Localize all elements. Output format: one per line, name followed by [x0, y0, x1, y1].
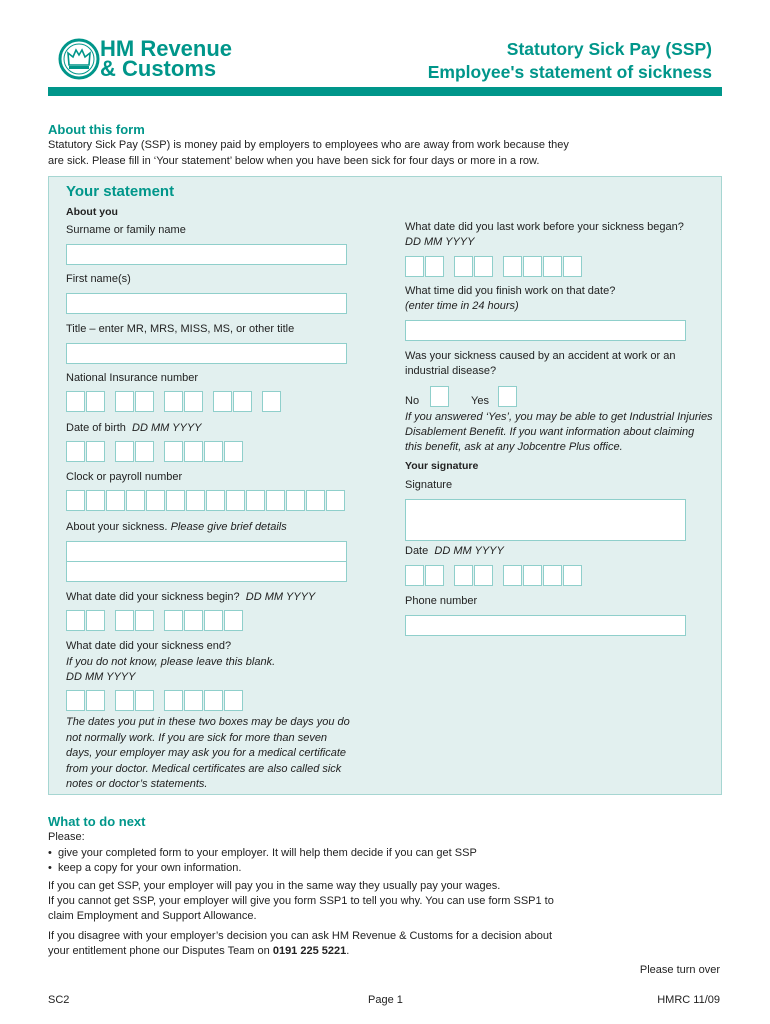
payroll-box[interactable]: [326, 490, 345, 511]
first-names-input[interactable]: [66, 293, 347, 314]
next-heading: What to do next: [48, 814, 146, 829]
sickness-hint: Please give brief details: [170, 521, 287, 533]
ni-box[interactable]: [164, 391, 183, 412]
ni-box[interactable]: [135, 391, 154, 412]
begin-format: DD MM YYYY: [245, 591, 316, 603]
begin-text: What date did your sickness begin?: [66, 591, 240, 603]
last-work-date-box[interactable]: [563, 256, 582, 277]
ni-box[interactable]: [66, 391, 85, 412]
next-p1-1: If you can get SSP, your employer will pay you in the same way they usually pay your wages.: [48, 880, 501, 892]
finish-time-label: What time did you finish work on that date?: [405, 285, 616, 297]
end-date-box[interactable]: [86, 690, 105, 711]
end-label: What date did your sickness end?: [66, 640, 232, 652]
crown-icon: [58, 38, 102, 82]
finish-time-input[interactable]: [405, 320, 686, 341]
signature-label: Signature: [405, 479, 453, 491]
dob-box[interactable]: [115, 441, 134, 462]
dob-box[interactable]: [224, 441, 243, 462]
footer-code: SC2: [48, 994, 70, 1006]
org-name-2: & Customs: [100, 56, 217, 81]
begin-date-box[interactable]: [184, 610, 203, 631]
end-date-box[interactable]: [164, 690, 183, 711]
begin-date-box[interactable]: [204, 610, 223, 631]
no-label: No: [405, 395, 420, 407]
next-p2-2: your entitlement phone our Disputes Team on 0191 225 5221.: [48, 945, 350, 957]
yes-note-line: this benefit, ask at any Jobcentre Plus office.: [405, 441, 623, 453]
payroll-box[interactable]: [206, 490, 225, 511]
about-heading: About this form: [48, 122, 145, 137]
date-note-line: from your doctor. Medical certificates are also called sick: [66, 762, 342, 775]
turn-over: Please turn over: [639, 964, 720, 976]
payroll-box[interactable]: [286, 490, 305, 511]
end-date-box[interactable]: [135, 690, 154, 711]
yes-note-line: Disablement Benefit. If you want information about claiming: [405, 426, 695, 438]
next-p2-1: If you disagree with your employer’s decision you can ask HM Revenue & Customs for a decision about: [48, 930, 553, 942]
signature-date-box[interactable]: [563, 565, 582, 586]
header-divider: [48, 87, 722, 96]
disputes-phone: 0191 225 5221: [272, 945, 347, 957]
payroll-box[interactable]: [266, 490, 285, 511]
next-bullet-2: • keep a copy for your own information.: [48, 862, 242, 874]
payroll-box[interactable]: [126, 490, 145, 511]
end-date-box[interactable]: [66, 690, 85, 711]
signature-input[interactable]: [405, 499, 686, 541]
last-work-date-box[interactable]: [543, 256, 562, 277]
ni-box[interactable]: [115, 391, 134, 412]
date-format: DD MM YYYY: [434, 545, 504, 557]
footer-page: Page 1: [368, 994, 403, 1006]
dob-box[interactable]: [184, 441, 203, 462]
dob-label: [66, 421, 202, 436]
yes-note-line: If you answered ‘Yes’, you may be able to get Industrial Injuries: [405, 411, 713, 423]
date-note-line: days, your employer may ask you for a medical certificate: [66, 747, 347, 759]
payroll-box[interactable]: [226, 490, 245, 511]
accident-label-2: industrial disease?: [405, 365, 497, 377]
last-work-date-box[interactable]: [523, 256, 542, 277]
signature-date-box[interactable]: [425, 565, 444, 586]
statement-heading: Your statement: [66, 183, 175, 200]
last-work-date-box[interactable]: [425, 256, 444, 277]
about-text-2: are sick. Please fill in ‘Your statement’ below when you have been sick for four days or more in a row.: [48, 155, 540, 167]
payroll-box[interactable]: [306, 490, 325, 511]
signature-heading: Your signature: [405, 460, 479, 472]
title-label: Title – enter MR, MRS, MISS, MS, or other title: [66, 323, 295, 335]
hmrc-logo: [58, 36, 233, 82]
signature-date-box[interactable]: [503, 565, 522, 586]
bullet-text: keep a copy for your own information.: [57, 862, 242, 874]
payroll-box[interactable]: [86, 490, 105, 511]
finish-time-hint: (enter time in 24 hours): [405, 300, 519, 312]
no-checkbox[interactable]: [430, 386, 449, 407]
payroll-box[interactable]: [106, 490, 125, 511]
next-please: Please:: [48, 831, 85, 843]
last-work-date-box[interactable]: [454, 256, 473, 277]
surname-input[interactable]: [66, 244, 347, 265]
date-note-line: not normally work. If you are sick for more than seven: [66, 731, 328, 744]
about-text-1: Statutory Sick Pay (SSP) is money paid by employers to employees who are away from work because they: [48, 139, 569, 151]
p2-text: your entitlement phone our Disputes Team on: [48, 945, 273, 957]
signature-date-box[interactable]: [454, 565, 473, 586]
end-date-box[interactable]: [204, 690, 223, 711]
sickness-label: [66, 520, 287, 535]
title-input[interactable]: [66, 343, 347, 364]
date-note-line: The dates you put in these two boxes may be days you do: [66, 716, 350, 728]
payroll-box[interactable]: [186, 490, 205, 511]
last-work-date-box[interactable]: [405, 256, 424, 277]
last-work-date-box[interactable]: [474, 256, 493, 277]
signature-date-box[interactable]: [474, 565, 493, 586]
payroll-box[interactable]: [166, 490, 185, 511]
payroll-box[interactable]: [246, 490, 265, 511]
form-subtitle: Employee's statement of sickness: [427, 62, 712, 82]
dob-box[interactable]: [164, 441, 183, 462]
last-work-format: DD MM YYYY: [405, 236, 475, 248]
ni-box[interactable]: [86, 391, 105, 412]
end-date-box[interactable]: [184, 690, 203, 711]
next-p1-3: claim Employment and Support Allowance.: [48, 910, 257, 922]
end-date-box[interactable]: [115, 690, 134, 711]
ni-box[interactable]: [213, 391, 232, 412]
begin-date-box[interactable]: [115, 610, 134, 631]
dob-box[interactable]: [66, 441, 85, 462]
begin-date-box[interactable]: [66, 610, 85, 631]
signature-date-box[interactable]: [523, 565, 542, 586]
dob-box[interactable]: [204, 441, 223, 462]
sickness-text: About your sickness.: [66, 521, 168, 533]
last-work-label: What date did you last work before your sickness began?: [405, 221, 684, 233]
phone-input[interactable]: [405, 615, 686, 636]
date-note-line: notes or doctor’s statements.: [66, 778, 208, 790]
begin-label: [66, 590, 315, 605]
begin-date-box[interactable]: [86, 610, 105, 631]
last-work-date-box[interactable]: [503, 256, 522, 277]
begin-date-box[interactable]: [224, 610, 243, 631]
ni-label: National Insurance number: [66, 372, 199, 384]
footer-version: HMRC 11/09: [657, 994, 720, 1006]
begin-date-box[interactable]: [164, 610, 183, 631]
dob-box[interactable]: [135, 441, 154, 462]
payroll-box[interactable]: [146, 490, 165, 511]
end-date-box[interactable]: [224, 690, 243, 711]
yes-checkbox[interactable]: [498, 386, 517, 407]
accident-label-1: Was your sickness caused by an accident at work or an: [405, 350, 676, 362]
dob-text: Date of birth: [66, 422, 126, 434]
signature-date-box[interactable]: [543, 565, 562, 586]
sickness-details-line-1[interactable]: [66, 541, 347, 562]
dob-format: DD MM YYYY: [132, 422, 202, 434]
end-hint: If you do not know, please leave this blank.: [66, 656, 276, 668]
phone-label: Phone number: [405, 595, 478, 607]
date-text: Date: [405, 545, 429, 557]
first-names-label: First name(s): [66, 273, 131, 285]
dob-box[interactable]: [86, 441, 105, 462]
ni-box[interactable]: [184, 391, 203, 412]
begin-date-box[interactable]: [135, 610, 154, 631]
signature-date-box[interactable]: [405, 565, 424, 586]
date-label: [405, 544, 504, 559]
form-title: Statutory Sick Pay (SSP): [506, 39, 712, 59]
clock-label: Clock or payroll number: [66, 471, 183, 483]
yes-label: Yes: [471, 395, 489, 407]
end-format: DD MM YYYY: [66, 671, 136, 683]
next-p1-2: If you cannot get SSP, your employer will give you form SSP1 to tell you why. You can use form SSP1 to: [48, 895, 554, 907]
sickness-details-line-2[interactable]: [66, 561, 347, 582]
bullet-text: give your completed form to your employer. It will help them decide if you can get SSP: [57, 847, 477, 859]
surname-label: Surname or family name: [66, 224, 186, 236]
about-you-heading: About you: [66, 206, 118, 218]
ni-box[interactable]: [262, 391, 281, 412]
payroll-box[interactable]: [66, 490, 85, 511]
ni-box[interactable]: [233, 391, 252, 412]
org-name-1: HM Revenue: [100, 36, 233, 61]
next-bullet-1: • give your completed form to your employer. It will help them decide if you can get SSP: [48, 847, 477, 859]
